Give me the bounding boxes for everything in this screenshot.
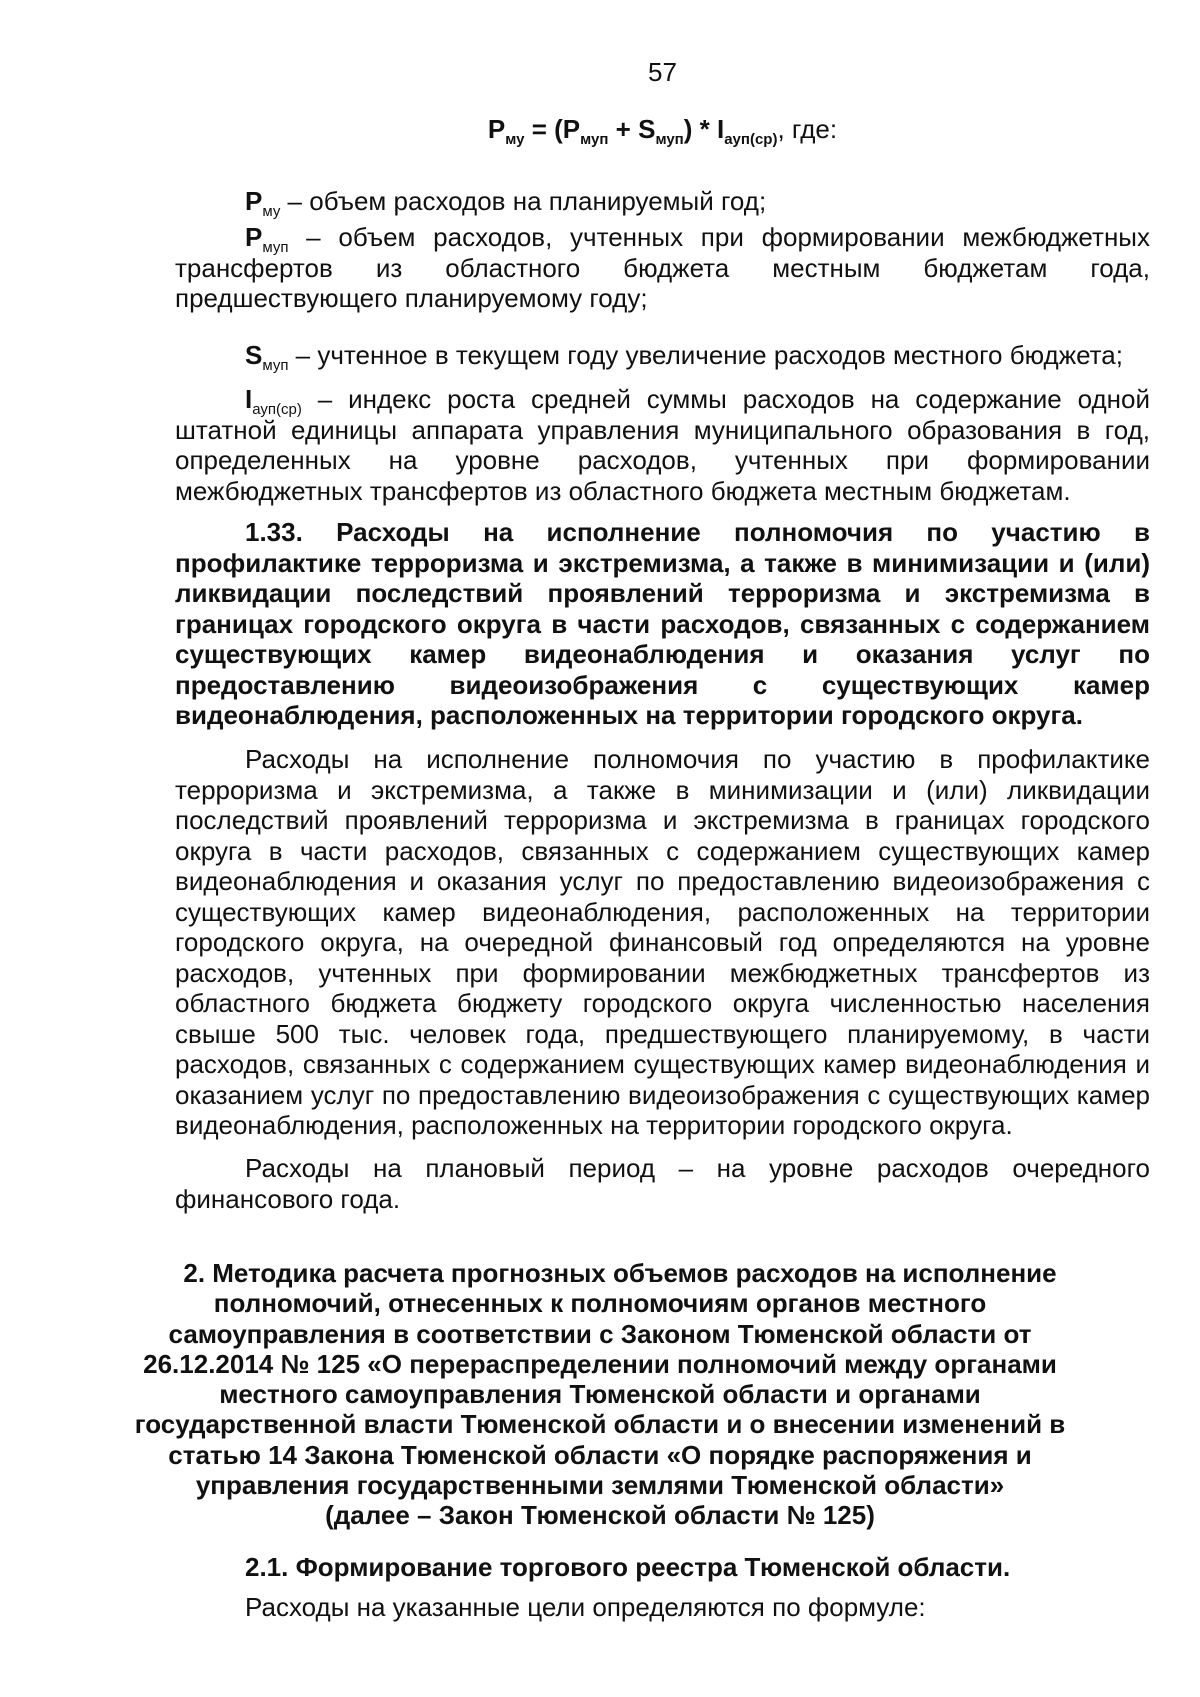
section-2-title-line: 26.12.2014 № 125 «О перераспределении полномочий между органами xyxy=(143,1348,1057,1379)
definition-text: – учтенное в текущем году увеличение расходов местного бюджета; xyxy=(288,340,1123,370)
definition-subscript: ауп(ср) xyxy=(252,401,302,418)
formula-eq: = (P xyxy=(524,114,581,144)
section-2-title-line: полномочий, отнесенных к полномочиям органов местного xyxy=(213,1288,987,1319)
formula-sub-mup: муп xyxy=(580,131,609,148)
formula-plus-s: + S xyxy=(608,114,656,144)
definition-symbol: P xyxy=(245,186,263,216)
definition-text: – индекс роста средней суммы расходов на содержание одной штатной единицы аппарата управления муниципального образования в год, определенных на уровне расходов, учтенных при формировании межбюджетных трансфертов из областного бюджета местным бюджетам. xyxy=(175,384,1150,506)
page-number: 57 xyxy=(648,57,677,87)
definition-subscript: муп xyxy=(262,357,289,374)
formula-sub-mup2: муп xyxy=(655,131,684,148)
formula-p: P xyxy=(487,114,506,144)
section-1-33-heading: 1.33. Расходы на исполнение полномочия по участию в профилактике терроризма и экстремизма, а также в минимизации и (или) ликвидации последствий проявлений терроризма и экстремизма в границах городского округа в части расходов, связанных с содержанием существующих камер видеонаблюдения и оказания услуг по предоставлению видеоизображения с существующих камер видеонаблюдения, расположенных на территории городского округа. xyxy=(175,517,1150,730)
definition-subscript: му xyxy=(262,203,281,220)
section-2-title xyxy=(100,1258,1100,1531)
definition-subscript: муп xyxy=(262,239,289,256)
definition-p-mu xyxy=(175,186,1150,220)
definition-s-mup xyxy=(175,340,1150,374)
section-2-title-line: (далее – Закон Тюменской области № 125) xyxy=(325,1500,875,1531)
section-2-title-line: управления государственными землями Тюменской области» xyxy=(195,1470,1005,1501)
section-2-title-line: местного самоуправления Тюменской области и органами xyxy=(219,1379,981,1410)
section-1-33-paragraph-2: Расходы на плановый период – на уровне расходов очередного финансового года. xyxy=(175,1153,1150,1214)
definition-symbol: P xyxy=(245,222,263,252)
subsection-2-1-heading: 2.1. Формирование торгового реестра Тюменской области. xyxy=(245,1552,1011,1582)
section-2-title-line: государственной власти Тюменской области и о внесении изменений в xyxy=(134,1409,1066,1440)
section-1-33-paragraph-1: Расходы на исполнение полномочия по участию в профилактике терроризма и экстремизма, а также в минимизации и (или) ликвидации последствий проявлений терроризма и экстремизма в границах городского округа в части расходов, связанных с содержанием существующих камер видеонаблюдения и оказания услуг по предоставлению видеоизображения с существующих камер видеонаблюдения, расположенных на территории городского округа, на очередной финансовый год определяются на уровне расходов, учтенных при формировании межбюджетных трансфертов из областного бюджета бюджету городского округа численностью населения свыше 500 тыс. человек года, предшествующего планируемому, в части расходов, связанных с содержанием существующих камер видеонаблюдения и оказанием услуг по предоставлению видеоизображения с существующих камер видеонаблюдения, расположенных на территории городского округа. xyxy=(175,744,1150,1140)
section-2-title-line: 2. Методика расчета прогнозных объемов расходов на исполнение xyxy=(183,1258,1057,1288)
section-2-title-line: самоуправления в соответствии с Законом Тюменской области от xyxy=(168,1318,1032,1349)
definition-symbol: I xyxy=(245,384,253,414)
definition-symbol: S xyxy=(245,340,263,370)
definition-p-mup xyxy=(175,222,1150,314)
formula-sub-aup: ауп(ср) xyxy=(724,131,778,148)
section-2-title-line: статью 14 Закона Тюменской области «О порядке распоряжения и xyxy=(168,1439,1032,1470)
definition-i-aup xyxy=(175,384,1150,506)
formula-where: , где: xyxy=(777,114,838,144)
formula xyxy=(175,114,1150,148)
subsection-2-1-text: Расходы на указанные цели определяются по формуле: xyxy=(245,1592,926,1622)
formula-mult-i: ) * I xyxy=(683,114,725,144)
definition-text: – объем расходов на планируемый год; xyxy=(280,186,767,216)
definition-text: – объем расходов, учтенных при формировании межбюджетных трансфертов из областного бюджета местным бюджетам года, предшествующего планируемому году; xyxy=(175,222,1150,313)
formula-sub-mu: му xyxy=(505,131,525,148)
